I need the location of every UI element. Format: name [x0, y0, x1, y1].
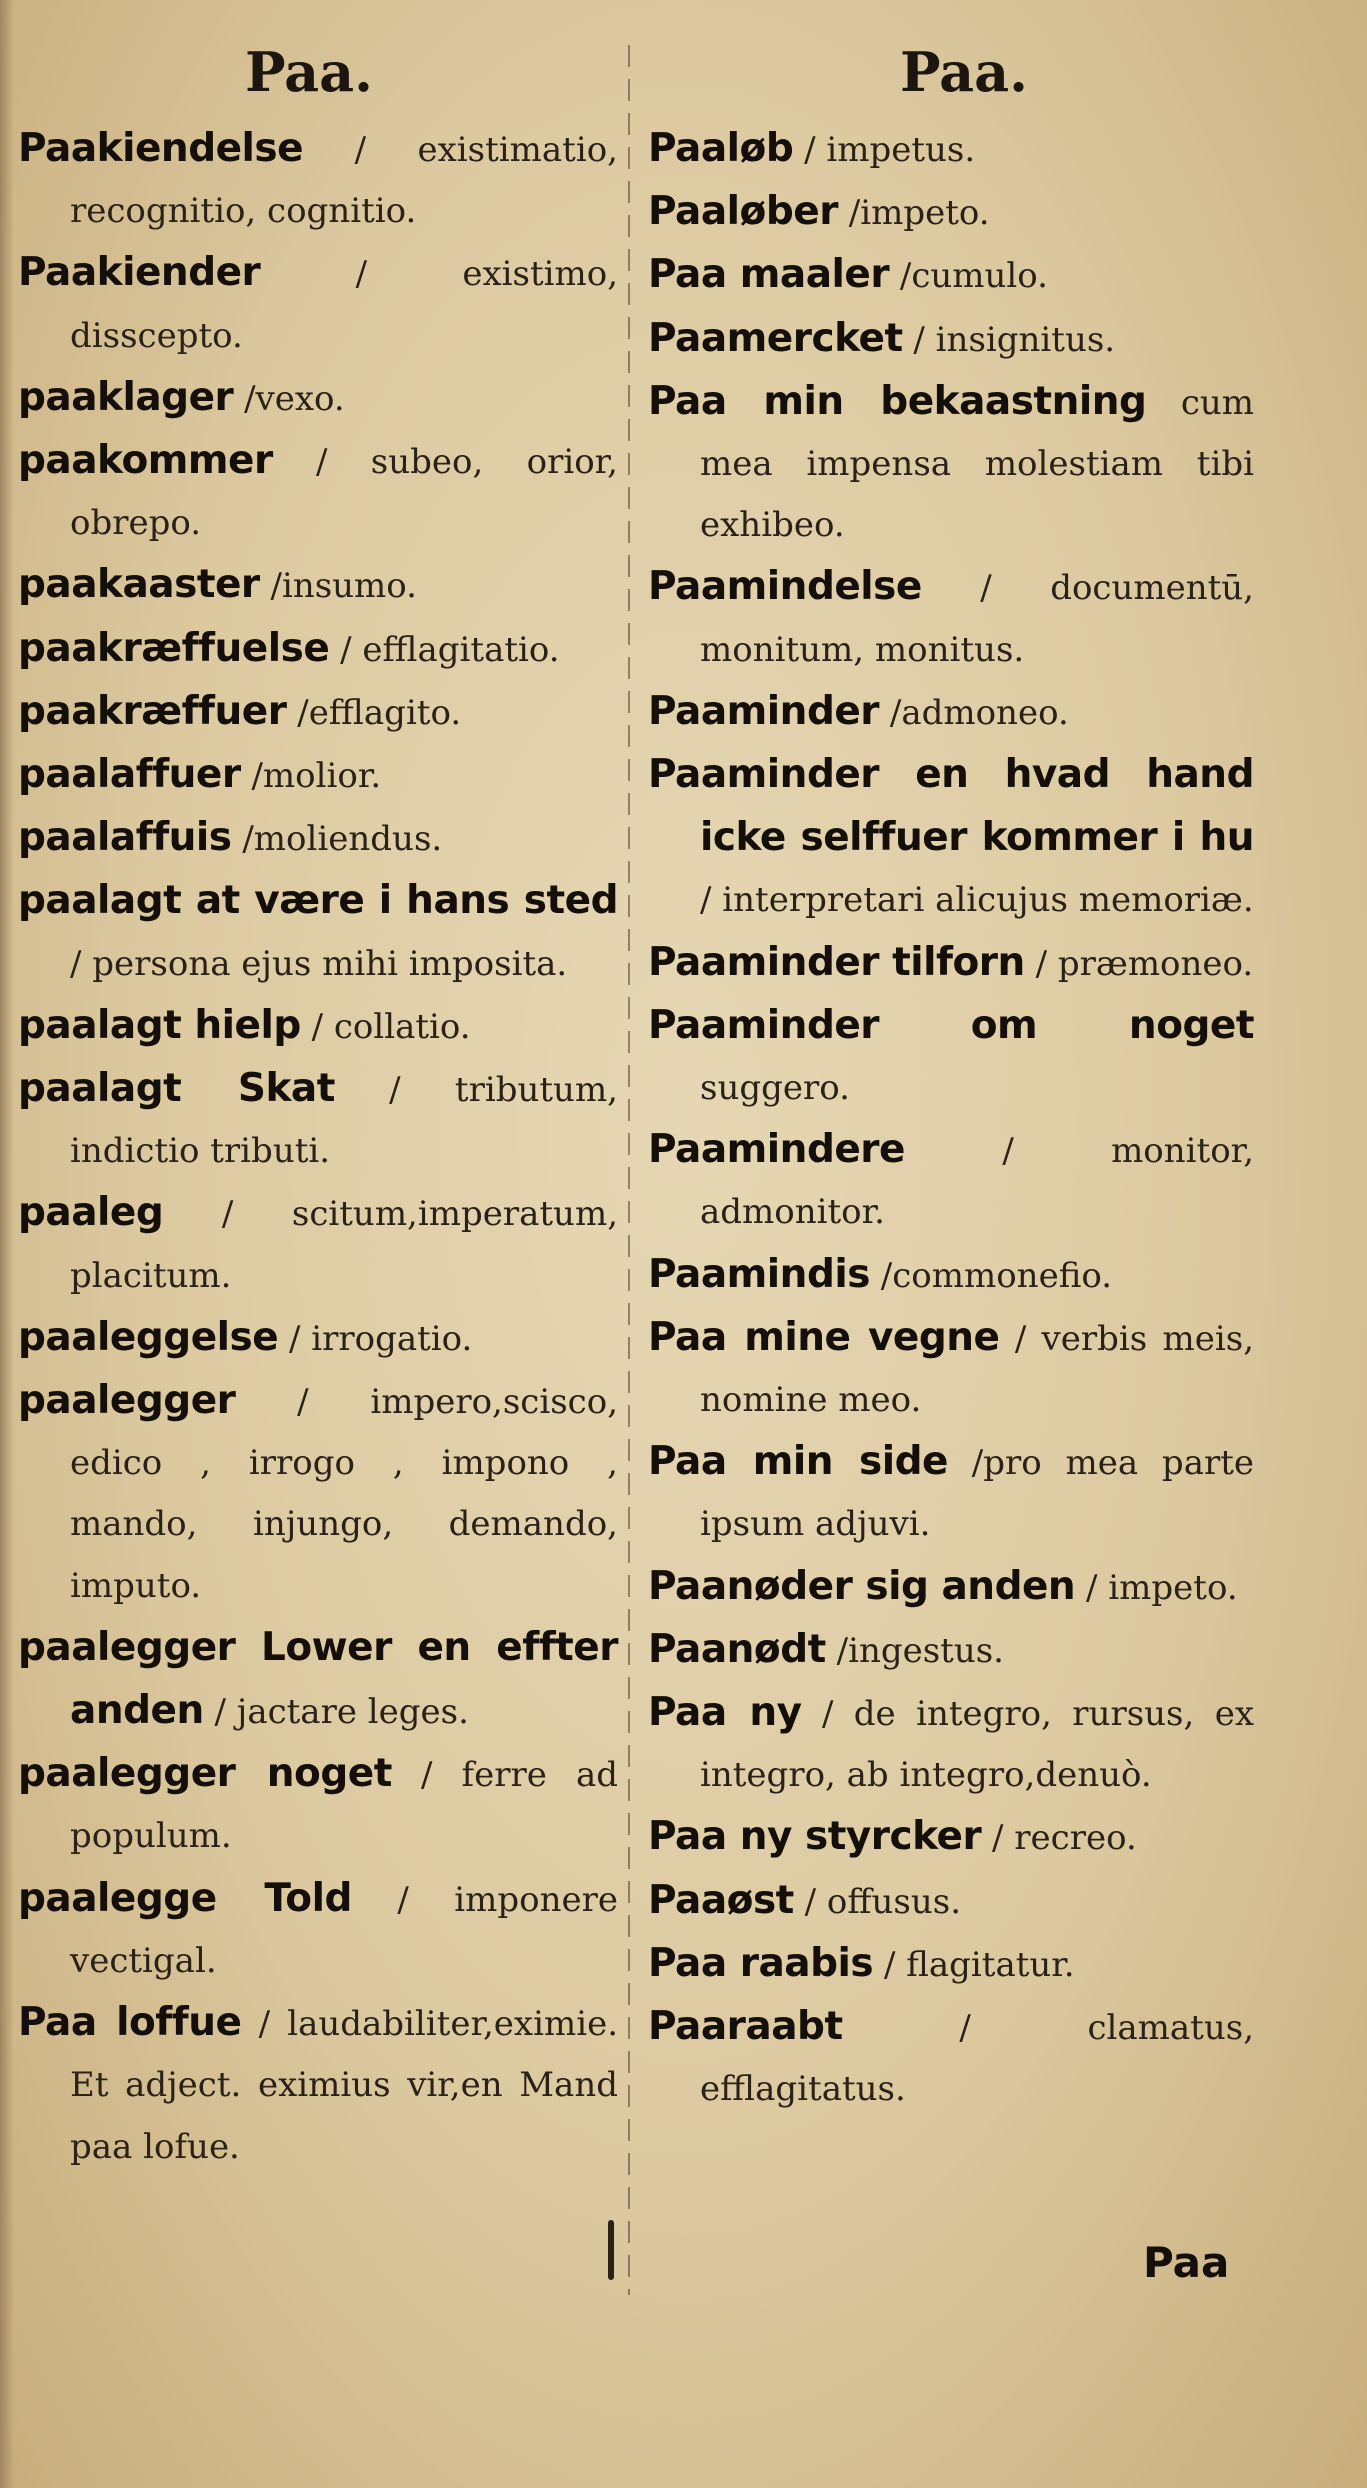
dictionary-entry: [648, 308, 1254, 371]
dictionary-entry: [18, 1868, 618, 1992]
dictionary-entry: [648, 744, 1254, 932]
headword: Paaraabt: [648, 2004, 843, 2050]
definition: / flagitatur.: [883, 1944, 1075, 1985]
ink-mark: [608, 2220, 614, 2280]
dictionary-entry: [18, 807, 618, 870]
dictionary-entry: [18, 1743, 618, 1867]
headword: Paakiendelse: [18, 126, 304, 171]
dictionary-entry: [648, 1996, 1254, 2120]
headword: paalaffuis: [18, 815, 232, 861]
dictionary-entry: [648, 1431, 1254, 1555]
running-head-right: Paa.: [900, 40, 1028, 104]
dictionary-entry: [18, 367, 618, 430]
definition: /molior.: [251, 756, 382, 797]
definition: /moliendus.: [242, 819, 443, 860]
dictionary-entry: [18, 1617, 618, 1743]
headword: paalegge Told: [18, 1875, 352, 1921]
dictionary-entry: [648, 1870, 1254, 1933]
dictionary-entry: [18, 554, 618, 617]
definition: / verbis meis, nomine meo.: [700, 1318, 1254, 1421]
headword: paalegger: [18, 1378, 236, 1424]
definition: / impetus.: [804, 130, 976, 170]
definition: / præmoneo.: [1035, 943, 1254, 984]
definition: / clamatus, efflagitatus.: [700, 2008, 1255, 2110]
dictionary-entry: [648, 371, 1254, 557]
dictionary-entry: [648, 1619, 1254, 1682]
headword: Paaøst: [648, 1877, 794, 1923]
definition: /commonefio.: [880, 1255, 1113, 1296]
definition: / subeo, orior, obrepo.: [70, 442, 618, 544]
dictionary-entry: [18, 430, 618, 554]
definition: / irrogatio.: [289, 1318, 473, 1359]
definition: / impero,scisco, edico , irrogo , impono , mando, injungo, demando, imputo.: [70, 1382, 618, 1606]
headword: Paaminder om noget: [648, 1002, 1254, 1048]
headword: paalagt at være i hans sted: [18, 878, 618, 924]
dictionary-entry: [18, 995, 618, 1058]
definition: /pro mea parte ipsum adjuvi.: [700, 1443, 1255, 1545]
headword: paakræffuelse: [18, 625, 330, 671]
dictionary-entry: [648, 1682, 1254, 1806]
headword: paalagt hielp: [18, 1002, 301, 1048]
definition: / tributum, indictio tributi.: [70, 1070, 618, 1172]
headword: Paa min side: [648, 1439, 948, 1485]
headword: Paa min bekaastning: [648, 378, 1147, 424]
dictionary-entry: [18, 870, 618, 994]
definition: /vexo.: [244, 378, 345, 419]
definition: / existimatio, recognitio, cognitio.: [70, 130, 618, 232]
dictionary-entry: [18, 744, 618, 807]
page-edge-shadow: [0, 0, 14, 2488]
definition: suggero.: [700, 1068, 850, 1109]
headword: paakaaster: [18, 562, 260, 608]
dictionary-entry: [648, 1933, 1254, 1996]
headword: paakræffuer: [18, 688, 287, 734]
definition: / efflagitatio.: [340, 629, 560, 670]
dictionary-entry: [18, 1992, 618, 2178]
headword: paalegger Lower en effter anden: [18, 1624, 618, 1734]
dictionary-entry: [648, 995, 1254, 1119]
definition: /admoneo.: [889, 692, 1069, 733]
headword: Paamercket: [648, 315, 903, 361]
definition: / existimo, disscepto.: [70, 254, 619, 356]
headword: Paa ny styrcker: [648, 1814, 982, 1860]
running-head-left: Paa.: [245, 40, 373, 104]
column-divider: [628, 45, 630, 2295]
left-column: [18, 118, 618, 2178]
dictionary-entry: [18, 1182, 618, 1306]
dictionary-entry: [648, 1556, 1254, 1619]
headword: Paaminder: [648, 688, 880, 734]
definition: / documentū, monitum, monitus.: [700, 568, 1254, 670]
dictionary-entry: [18, 242, 618, 366]
definition: / laudabiliter,eximie. Et adject. eximius vir,en Mand paa lofue.: [70, 2004, 618, 2167]
definition: /impeto.: [848, 193, 990, 234]
headword: Paanøder sig anden: [648, 1563, 1076, 1609]
dictionary-entry: [18, 618, 618, 681]
definition: /ingestus.: [836, 1630, 1004, 1671]
definition: / jactare leges.: [214, 1692, 469, 1733]
dictionary-entry: [648, 118, 1254, 181]
dictionary-entry: [648, 932, 1254, 995]
headword: Paamindis: [648, 1251, 870, 1297]
headword: Paamindelse: [648, 564, 922, 610]
catchword: Paa: [1143, 2238, 1230, 2287]
definition: / persona ejus mihi imposita.: [70, 943, 568, 984]
right-column: [648, 118, 1254, 2121]
definition: cum mea impensa molestiam tibi exhibeo.: [700, 382, 1254, 546]
headword: paalagt Skat: [18, 1066, 335, 1112]
headword: Paaminder en hvad hand icke selffuer kommer i hu: [648, 752, 1254, 861]
headword: Paa ny: [648, 1690, 802, 1736]
headword: paaleggelse: [18, 1314, 279, 1360]
headword: Paa mine vegne: [648, 1314, 1000, 1360]
dictionary-entry: [648, 556, 1254, 680]
headword: Paakiender: [18, 250, 261, 296]
definition: / de integro, rursus, ex integro, ab integro,denuò.: [700, 1694, 1255, 1796]
headword: paalaffuer: [18, 752, 241, 798]
dictionary-entry: [18, 1307, 618, 1370]
dictionary-entry: [648, 181, 1254, 244]
headword: Paamindere: [648, 1127, 905, 1173]
headword: paaklager: [18, 374, 234, 420]
definition: /efflagito.: [297, 692, 462, 733]
definition: / impeto.: [1086, 1567, 1238, 1608]
headword: Paaløb: [648, 126, 794, 171]
headword: paakommer: [18, 438, 273, 484]
dictionary-entry: [648, 1307, 1254, 1431]
dictionary-entry: [648, 681, 1254, 744]
headword: Paa raabis: [648, 1940, 874, 1986]
headword: Paa loffue: [18, 2000, 242, 2046]
dictionary-entry: [18, 1370, 618, 1617]
definition: / recreo.: [992, 1818, 1137, 1859]
dictionary-entry: [18, 118, 618, 242]
definition: /cumulo.: [899, 256, 1048, 297]
dictionary-entry: [18, 681, 618, 744]
definition: / collatio.: [311, 1006, 471, 1047]
dictionary-entry: [648, 1806, 1254, 1869]
page-header: [0, 40, 1367, 120]
dictionary-entry: [18, 1058, 618, 1182]
dictionary-entry: [648, 1244, 1254, 1307]
headword: paaleg: [18, 1190, 164, 1236]
dictionary-entry: [648, 244, 1254, 307]
headword: Paanødt: [648, 1626, 826, 1672]
headword: Paaløber: [648, 189, 838, 235]
definition: / interpretari alicujus memoriæ.: [700, 880, 1254, 921]
dictionary-entry: [648, 1119, 1254, 1243]
definition: / insignitus.: [913, 319, 1116, 360]
headword: paalegger noget: [18, 1751, 392, 1797]
definition: / imponere vectigal.: [70, 1879, 618, 1981]
headword: Paa maaler: [648, 252, 890, 298]
definition: / monitor, admonitor.: [700, 1131, 1255, 1233]
definition: / offusus.: [804, 1881, 962, 1922]
definition: / scitum,imperatum, placitum.: [70, 1194, 618, 1296]
definition: / ferre ad populum.: [70, 1755, 618, 1857]
headword: Paaminder tilforn: [648, 939, 1025, 985]
definition: /insumo.: [270, 566, 417, 607]
